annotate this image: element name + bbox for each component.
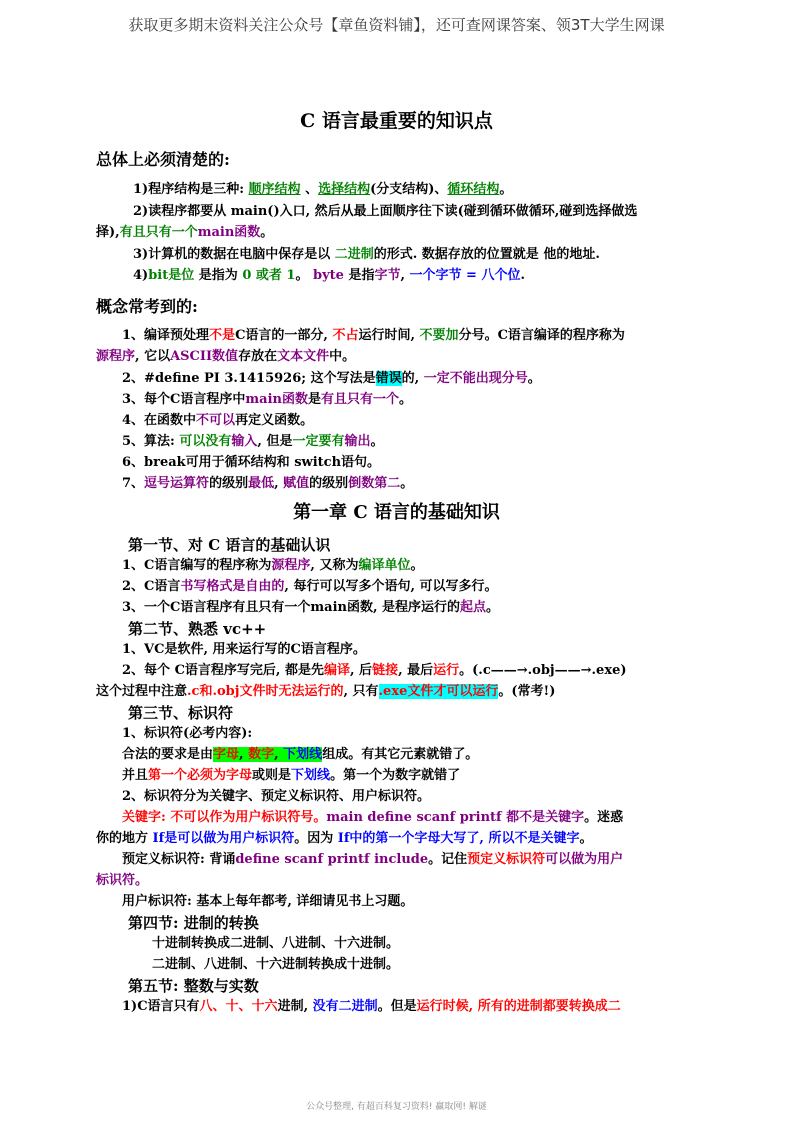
concept-1a: 1、编译预处理不是C语言的一部分, 不占运行时间, 不要加分号。C语言编译的程序称为 [122, 328, 625, 343]
section-3-line-4: 2、标识符分为关键字、预定义标识符、用户标识符。 [122, 789, 431, 804]
header-banner: 获取更多期末资料关注公众号【章鱼资料铺】，还可查网课答案、领3T大学生网课 [128, 16, 665, 34]
section-4-heading: 第四节: 进制的转换 [128, 914, 259, 932]
section-3-line-3: 并且第一个必须为字母或则是下划线。第一个为数字就错了 [122, 768, 461, 783]
section-3-line-1: 1、标识符(必考内容): [122, 726, 253, 741]
concept-3: 3、每个C语言程序中main函数是有且只有一个。 [122, 392, 413, 407]
chapter-1-title: 第一章 C 语言的基础知识 [293, 502, 500, 523]
section-1-heading: 第一节、对 C 语言的基础认识 [128, 536, 331, 554]
concept-1b: 源程序, 它以ASCII数值存放在文本文件中。 [96, 349, 356, 364]
section-4-line-2: 二进制、八进制、十六进制转换成十进制。 [152, 957, 400, 972]
section-2-line-3: 这个过程中注意.c和.obj文件时无法运行的, 只有.exe文件才可以运行。(常考!) [96, 684, 556, 699]
section-4-line-1: 十进制转换成二进制、八进制、十六进制。 [152, 936, 400, 951]
concept-2: 2、#define PI 3.1415926; 这个写法是错误的, 一定不能出现分号。 [122, 371, 541, 386]
concept-6: 6、break可用于循环结构和 switch语句。 [122, 455, 381, 470]
section-3-line-9: 用户标识符: 基本上每年都考, 详细请见书上习题。 [122, 894, 414, 909]
concept-7: 7、逗号运算符的级别最低, 赋值的级别倒数第二。 [122, 476, 414, 491]
section-3-line-8: 标识符。 [96, 873, 149, 888]
section-5-line-1: 1)C语言只有八、十、十六进制, 没有二进制。但是运行时候, 所有的进制都要转换成二 [122, 999, 621, 1014]
page-title: C 语言最重要的知识点 [300, 110, 493, 132]
section-1-line-3: 3、一个C语言程序有且只有一个main函数, 是程序运行的起点。 [122, 600, 500, 615]
concepts-heading: 概念常考到的: [96, 297, 198, 316]
section-2-line-2: 2、每个 C语言程序写完后, 都是先编译, 后链接, 最后运行。(.c——→.obj——→.exe) [122, 663, 627, 678]
section-2-line-1: 1、VC是软件, 用来运行写的C语言程序。 [122, 642, 366, 657]
overview-heading: 总体上必须清楚的: [96, 150, 230, 169]
section-3-line-2: 合法的要求是由字母, 数字, 下划线组成。有其它元素就错了。 [122, 747, 479, 762]
concept-4: 4、在函数中不可以再定义函数。 [122, 413, 314, 428]
section-2-heading: 第二节、熟悉 vc++ [128, 620, 267, 638]
overview-line-2b: 择),有且只有一个main函数。 [96, 225, 274, 240]
overview-line-3: 3)计算机的数据在电脑中保存是以 二进制的形式. 数据存放的位置就是 他的地址. [133, 247, 600, 262]
section-3-line-6: 你的地方 If是可以做为用户标识符。因为 If中的第一个字母大写了, 所以不是关键字。 [96, 831, 593, 846]
overview-line-1: 1)程序结构是三种: 顺序结构 、选择结构(分支结构)、循环结构。 [133, 182, 513, 197]
overview-line-2a: 2)读程序都要从 main()入口, 然后从最上面顺序往下读(碰到循环做循环,碰到选择做选 [133, 204, 638, 219]
footer-watermark: 公众号整理, 有超百科复习资料! 赢取网! 解谜 [306, 1102, 487, 1112]
section-3-line-7: 预定义标识符: 背诵define scanf printf include。记住预定义标识符可以做为用户 [122, 852, 624, 867]
concept-5: 5、算法: 可以没有输入, 但是一定要有输出。 [122, 434, 384, 449]
section-3-line-5: 关键字: 不可以作为用户标识符号。main define scanf printf 都不是关键字。迷惑 [122, 810, 624, 825]
section-1-line-2: 2、C语言书写格式是自由的, 每行可以写多个语句, 可以写多行。 [122, 579, 498, 594]
section-3-heading: 第三节、标识符 [128, 704, 234, 722]
section-1-line-1: 1、C语言编写的程序称为源程序, 又称为编译单位。 [122, 558, 424, 573]
overview-line-4: 4)bit是位 是指为 0 或者 1。 byte 是指字节, 一个字节 = 八个位. [133, 268, 526, 283]
section-5-heading: 第五节: 整数与实数 [128, 977, 259, 995]
